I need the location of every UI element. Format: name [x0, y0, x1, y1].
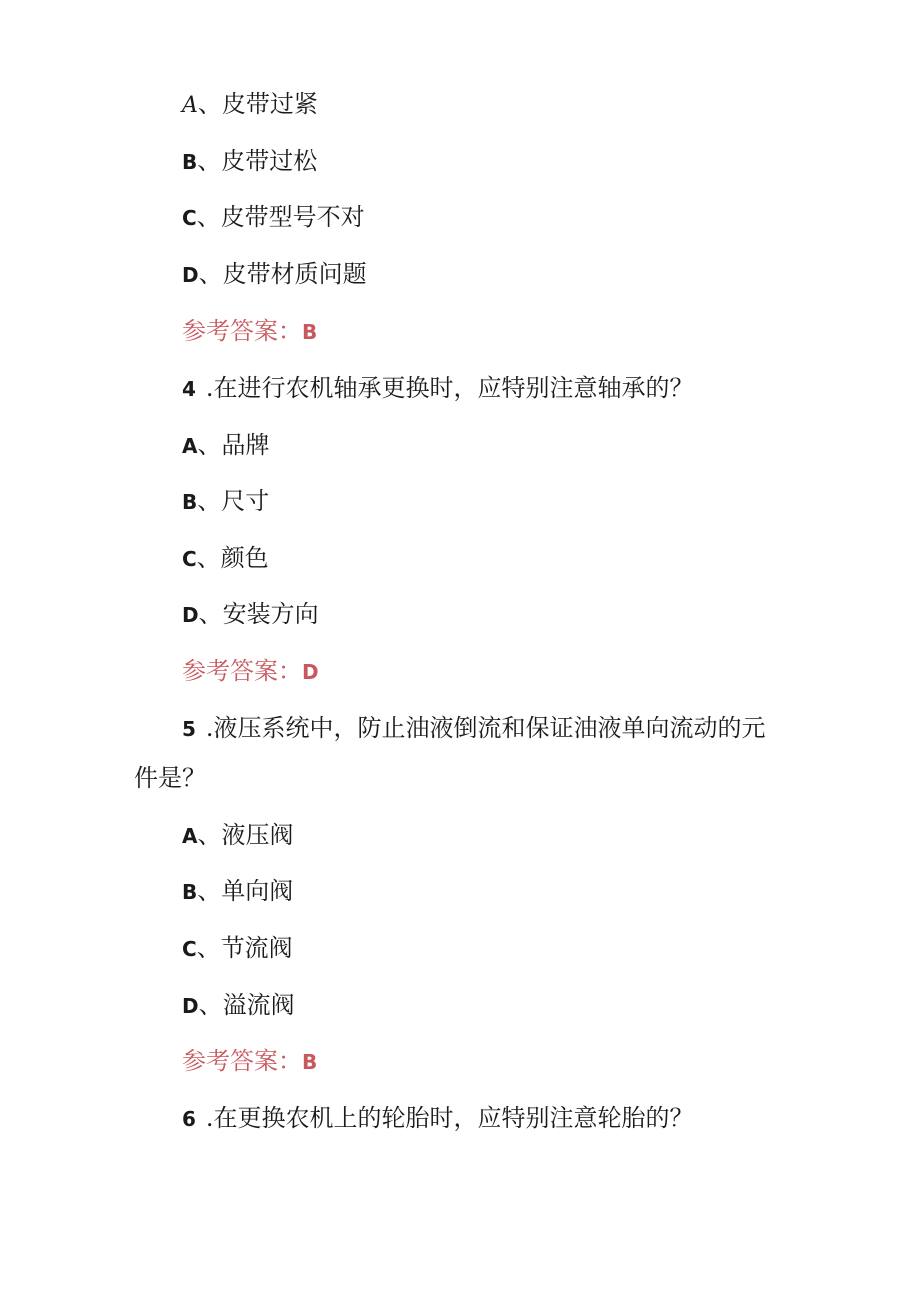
- option-separator: 、: [197, 877, 222, 905]
- option-separator: 、: [197, 487, 222, 515]
- q4-option-d: [182, 599, 319, 630]
- q4-option-a: [182, 430, 269, 461]
- option-label: A: [182, 824, 198, 848]
- option-text: 安装方向: [222, 600, 319, 628]
- option-label: C: [182, 206, 197, 230]
- option-separator: 、: [198, 600, 223, 628]
- option-label: D: [182, 263, 199, 287]
- option-label: C: [182, 937, 197, 961]
- q5-question-continued: [134, 763, 206, 793]
- option-separator: 、: [197, 90, 222, 118]
- option-text: 节流阀: [220, 934, 293, 962]
- question-text: .在更换农机上的轮胎时，应特别注意轮胎的？: [205, 1104, 694, 1132]
- q4-question: [182, 373, 694, 404]
- answer-prefix: 参考答案：: [182, 317, 302, 345]
- question-text: 件是？: [134, 764, 206, 792]
- q5-option-a: [182, 820, 293, 851]
- option-label: D: [182, 603, 199, 627]
- option-separator: 、: [197, 147, 222, 175]
- option-text: 液压阀: [221, 821, 294, 849]
- answer-value: B: [302, 1050, 318, 1074]
- option-text: 单向阀: [221, 877, 294, 905]
- q5-option-c: [182, 933, 293, 964]
- q3-option-c: [182, 202, 365, 233]
- option-text: 品牌: [221, 431, 270, 459]
- question-number: 4: [182, 377, 196, 401]
- question-text: .在进行农机轴承更换时，应特别注意轴承的？: [205, 374, 694, 402]
- option-label: B: [182, 490, 198, 514]
- answer-value: B: [302, 320, 318, 344]
- option-text: 尺寸: [221, 487, 270, 515]
- answer-value: D: [302, 660, 319, 684]
- option-text: 皮带型号不对: [220, 203, 365, 231]
- option-text: 皮带材质问题: [222, 260, 367, 288]
- option-label: B: [182, 880, 198, 904]
- option-label: D: [182, 994, 199, 1018]
- q5-answer: [182, 1046, 317, 1077]
- q3-option-b: [182, 146, 317, 177]
- option-separator: 、: [197, 431, 222, 459]
- option-separator: 、: [198, 260, 223, 288]
- option-text: 皮带过松: [221, 147, 318, 175]
- option-label: C: [182, 547, 197, 571]
- q5-option-d: [182, 990, 295, 1021]
- option-separator: 、: [196, 544, 221, 572]
- option-label: A: [182, 434, 198, 458]
- question-number: 5: [182, 717, 196, 741]
- q3-option-a: [182, 89, 318, 121]
- option-separator: 、: [196, 203, 221, 231]
- option-separator: 、: [196, 934, 221, 962]
- q4-option-b: [182, 486, 269, 517]
- q4-answer: [182, 656, 319, 687]
- option-text: 溢流阀: [222, 991, 295, 1019]
- option-text: 颜色: [220, 544, 269, 572]
- q5-option-b: [182, 876, 293, 907]
- question-text: .液压系统中，防止油液倒流和保证油液单向流动的元: [205, 714, 766, 742]
- q5-question: [182, 713, 766, 744]
- q6-question: [182, 1103, 694, 1134]
- option-text: 皮带过紧: [221, 90, 318, 118]
- option-label: B: [182, 150, 198, 174]
- question-number: 6: [182, 1107, 196, 1131]
- q4-option-c: [182, 543, 269, 574]
- q3-answer: [182, 316, 317, 347]
- option-label: A: [182, 93, 198, 118]
- answer-prefix: 参考答案：: [182, 1047, 302, 1075]
- q3-option-d: [182, 259, 367, 290]
- option-separator: 、: [197, 821, 222, 849]
- answer-prefix: 参考答案：: [182, 657, 302, 685]
- option-separator: 、: [198, 991, 223, 1019]
